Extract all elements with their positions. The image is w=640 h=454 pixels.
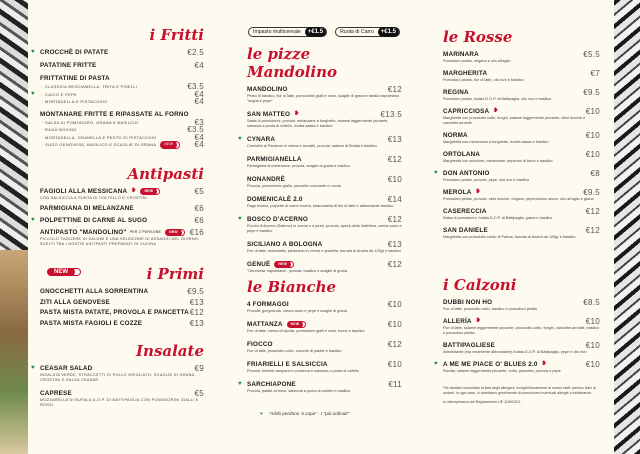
menu-item — [31, 364, 204, 383]
section-title: le Bianche — [247, 278, 337, 296]
item-name: FIOCCO — [247, 341, 273, 348]
item-price: €14 — [387, 195, 402, 204]
sub-item-price: €3.5 — [187, 82, 204, 91]
chili-pepper-icon: ❥ — [131, 188, 137, 194]
menu-item — [247, 195, 402, 209]
heart-icon: ♥ — [31, 365, 35, 371]
item-row — [247, 110, 402, 119]
item-name: ORTOLANA — [443, 151, 481, 158]
item-description: Pomodoro pelato, origano e olio all'aglio — [443, 59, 511, 63]
item-name: POLPETTINE DI CARNE AL SUGO — [40, 217, 148, 224]
item-description: Salsa di pomodorini, provola, melanzane a funghetto, salame leggermente piccante, salsiccia a punta di coltello, ricotta salata e basilico — [247, 119, 389, 128]
item-description: Provola, gorgonzola, crema cacio e pepe e scaglie di grana — [247, 309, 347, 313]
item-description: Pesto di basilico, fior di latte, pomodorini gialli e rossi, scaglie di grana e tarallo napoletano "sugna e pepe" — [247, 94, 399, 103]
sub-item-price: €4 — [194, 132, 204, 142]
item-price: €10 — [585, 131, 600, 140]
item-name: CASERECCIA — [443, 208, 487, 215]
new-badge: NEW — [160, 141, 177, 149]
item-row — [247, 155, 402, 164]
menu-item — [247, 340, 402, 354]
item-name: BOSCO D'ACERNO — [247, 216, 308, 223]
menu-item — [443, 298, 600, 312]
new-badge: NEW — [140, 188, 157, 195]
item-price: €8 — [590, 169, 600, 178]
item-row — [40, 48, 204, 57]
sub-item-price: €4 — [194, 140, 204, 149]
menu-item — [443, 226, 600, 240]
item-row — [247, 320, 402, 329]
item-name: MONTANARE FRITTE E RIPASSATE AL FORNO — [40, 110, 189, 118]
sub-item — [40, 134, 204, 142]
menu-item — [40, 298, 204, 307]
menu-item — [247, 110, 402, 129]
item-price: €5 — [194, 389, 204, 398]
item-price: €10 — [585, 317, 600, 326]
item-row — [247, 240, 402, 249]
menu-item — [443, 107, 600, 126]
item-row — [40, 319, 204, 328]
item-name: REGINA — [443, 89, 469, 96]
item-name: PATATINE FRITTE — [40, 62, 97, 69]
section-bianche — [238, 278, 402, 400]
item-price: €10 — [387, 360, 402, 369]
item-note: PER 2 PERSONE — [129, 230, 162, 234]
item-name: CROCCHÈ DI PATATE — [40, 49, 109, 56]
heart-icon: ♥ — [238, 216, 242, 222]
item-price: €10 — [585, 107, 600, 116]
section-insalate — [31, 342, 204, 414]
item-price: €13 — [189, 318, 204, 328]
sub-item-price: €4 — [194, 97, 204, 106]
item-price: €12 — [387, 85, 402, 94]
menu-item — [247, 240, 402, 254]
item-row — [247, 135, 402, 144]
item-description: Pomodoro pelato, bufala D.O.P. di Battipaglia, olio evo e basilico — [443, 97, 552, 101]
item-description: Margherita con prosciutto crudo di Parma, burrata di Andria da 125gr e basilico — [443, 235, 576, 239]
item-name: DOMENICALÈ 2.0 — [247, 196, 303, 203]
sub-item-price: €4 — [194, 89, 204, 99]
item-row — [40, 389, 204, 398]
item-row — [40, 287, 204, 296]
item-row — [247, 175, 402, 184]
item-row — [247, 360, 402, 369]
item-price: €2.5 — [187, 48, 204, 57]
item-name: MANDOLINO — [247, 86, 288, 93]
extra-label: Impasto multicereale — [253, 29, 301, 35]
item-price: €10 — [585, 150, 600, 159]
sub-item — [40, 83, 204, 91]
item-price: €13 — [189, 297, 204, 307]
item-price: €9 — [194, 364, 204, 373]
sub-item — [40, 98, 204, 106]
item-price: €12 — [387, 215, 402, 224]
sub-item — [40, 119, 204, 127]
item-name: MEROLA — [443, 189, 472, 196]
menu-item — [40, 110, 204, 149]
section-title: Antipasti — [127, 165, 204, 183]
sub-item-name: · MORTADELLA E PISTACCHIO — [42, 99, 108, 104]
menu-item — [247, 300, 402, 314]
item-name: DUBBI NON HO — [443, 299, 493, 306]
item-price: €10 — [585, 341, 600, 350]
chili-pepper-icon: ❥ — [475, 189, 481, 195]
section-title: i Primi — [146, 265, 204, 283]
allergen-notes — [443, 386, 603, 405]
item-name: PARMIGIANELLA — [247, 156, 302, 163]
item-row — [247, 260, 402, 269]
sub-item — [31, 89, 204, 99]
item-description: INSALATA VERDE, STRACCETTI DI POLLO GRIGLIATO, SCAGLIE DI GRANA, CROSTINI E SALSA CEASAR — [40, 373, 196, 382]
item-name: CAPRESE — [40, 390, 72, 397]
section-title: le Rosse — [443, 28, 513, 46]
sub-item-name: · SUGO GENOVESE, BASILICO E SCAGLIE DI GRANA — [42, 142, 157, 147]
item-name: FRIARIELLI E SALSICCIA — [247, 361, 328, 368]
item-price: €10 — [387, 320, 402, 329]
item-row — [40, 204, 204, 213]
decorative-left-strip — [0, 0, 28, 454]
item-price: €5 — [194, 187, 204, 196]
item-description: Porcini di Acerno (Salerno) in crema e a pezzi, provola, speck della Valtellina, crema cacio e pepe e basilico — [247, 224, 402, 233]
heart-icon: ♥ — [434, 170, 438, 176]
new-badge: NEW — [287, 321, 304, 328]
item-price: €6 — [194, 216, 204, 225]
item-description: Margherita con prosciutto cotto, funghi, salame leggermente piccante, olive leccine e carciofini arrostiti — [443, 116, 586, 125]
item-description: Fior di latte, mortadella, pistacchio in crema e granella, burrata di Andria da 125gr e basilico — [247, 249, 401, 253]
item-name: CAPRICCIOSA — [443, 108, 490, 115]
heart-icon: ♥ — [238, 381, 242, 387]
item-price: €13 — [387, 135, 402, 144]
heart-icon: ♥ — [31, 49, 35, 55]
item-description: PICCOLO TAGLIERE DI SALUMI E UNA SELEZIONE DI ASSAGGI DEL GIORNO, SCELTI TRA I NOSTRI ANTIPASTI PREPARATI IN CUCINA — [40, 237, 200, 246]
section-pizze — [238, 45, 402, 280]
item-name: CEASAR SALAD — [40, 365, 93, 372]
menu-item — [40, 228, 204, 247]
extra-price: +€1.5 — [305, 27, 326, 37]
item-name: 4 FORMAGGI — [247, 301, 289, 308]
item-price: €12 — [585, 207, 600, 216]
item-price: €9.5 — [187, 287, 204, 296]
item-row — [247, 300, 402, 309]
dough-extras — [248, 27, 400, 37]
item-name: SICILIANO A BOLOGNA — [247, 241, 323, 248]
menu-item — [40, 308, 204, 317]
item-price: €10 — [387, 175, 402, 184]
item-description: Provola, patate al forno, salsiccia a punta di coltello e basilico — [247, 389, 351, 393]
item-name: SAN MATTEO — [247, 111, 291, 118]
item-row — [40, 308, 204, 317]
item-description: CON SALSICCIA A PUNTA DI COLTELLO E CROSTINI — [40, 196, 148, 200]
item-description: Margherita con melanzane a funghetto, ricotta salata e basilico — [443, 140, 549, 144]
item-name: ZITI ALLA GENOVESE — [40, 298, 110, 306]
heart-icon: ♥ — [434, 361, 438, 367]
new-badge: NEW — [274, 261, 291, 268]
sub-item-name: · MORTADELLA, GRANELLA E PESTO DI PISTACCHIO — [42, 134, 157, 140]
menu-item — [40, 204, 204, 213]
item-row — [247, 380, 402, 389]
item-price: €10 — [585, 360, 600, 369]
item-row — [247, 215, 402, 224]
item-row — [247, 85, 402, 94]
item-price: €12 — [387, 260, 402, 269]
menu-item — [40, 389, 204, 408]
new-badge: NEW — [165, 229, 182, 236]
item-row — [40, 187, 204, 196]
allergen-note: *Se desideri consultare la lista degli allergeni, rivolgiti liberamente al nostro staff, saremo felici di aiutarti. In ogni caso, vi chiediamo gentilmente di comunicarci eventuali allergie o intolleranze. — [443, 386, 596, 395]
sub-item — [40, 141, 204, 149]
item-price: €9.5 — [583, 188, 600, 197]
chili-pepper-icon: ❥ — [475, 318, 481, 324]
item-name: GENUÈ — [247, 261, 271, 268]
item-price: €7 — [590, 69, 600, 78]
item-row — [443, 188, 600, 197]
menu-item — [238, 215, 402, 234]
item-name: MARGHERITA — [443, 70, 488, 77]
menu-item — [31, 216, 204, 225]
item-description: Ricotta, salame leggermente piccante, cotto, pancetta, provola e pepe — [443, 369, 561, 373]
extra-price: +€1.5 — [378, 27, 399, 37]
item-description: Salsa di pomodorini, bufala D.O.P. di Battipaglia, grana e basilico — [443, 216, 553, 220]
menu-item — [40, 61, 204, 70]
item-row — [443, 207, 600, 216]
item-description: "Genovese napoletana", provola, basilico e scaglie di grana — [247, 269, 348, 273]
section-title: i Fritti — [149, 26, 204, 44]
item-name: MARINARA — [443, 51, 479, 58]
chili-pepper-icon: ❥ — [294, 111, 300, 117]
menu-item — [40, 287, 204, 296]
menu-item — [434, 360, 600, 374]
section-primi — [40, 265, 204, 329]
menu-item — [247, 320, 402, 334]
menu-item — [247, 360, 402, 374]
item-row — [40, 216, 204, 225]
item-name: CYNARA — [247, 136, 276, 143]
menu-item — [443, 188, 600, 202]
item-name: NORMA — [443, 132, 468, 139]
menu-item — [247, 175, 402, 189]
sub-item — [40, 126, 204, 134]
section-title: le pizze Mandolino — [247, 45, 338, 81]
item-row — [443, 88, 600, 97]
item-description: Provola, pomodorino giallo, pancetta croccante e rucola — [247, 184, 341, 188]
item-name: ALLERÍA — [443, 318, 472, 325]
menu-item — [247, 155, 402, 169]
menu-item — [40, 187, 204, 201]
item-description: Fior di latte, prosciutto cotto, basilico e pomodoro pelato — [443, 307, 538, 311]
heart-icon: ♥ — [31, 217, 35, 223]
chili-pepper-icon: ❥ — [541, 361, 547, 367]
item-row — [443, 69, 600, 78]
item-name: BATTIPAGLIESE — [443, 342, 496, 349]
heart-icon: ♥ — [31, 90, 35, 97]
menu-item — [247, 85, 402, 104]
section-title: Insalate — [136, 342, 204, 360]
footnote-text: "Addò perdono 'a capa" - I "più ordinati" — [268, 411, 350, 416]
item-row — [40, 228, 204, 237]
item-description: MOZZARELLA DI BUFALA D.O.P. DI BATTIPAGLIA CON POMODORINI GIALLI E ROSSI — [40, 398, 199, 407]
item-row — [247, 340, 402, 349]
menu-item — [31, 48, 204, 57]
menu-item — [443, 88, 600, 102]
sub-item-price: €3.5 — [187, 125, 204, 134]
menu-item — [247, 260, 402, 274]
extra-multicereale — [248, 27, 327, 37]
item-description: Fior di latte, prosciutto cotto, crocchè di patate e basilico — [247, 349, 342, 353]
item-name: PASTA MISTA PATATE, PROVOLA E PANCETTA — [40, 309, 189, 316]
item-description: Ragù bovino, polpette di carne bovina, stracciatella di fior di latte e abbondante basilico — [247, 204, 394, 208]
sub-item-name: · CACIO E PEPE — [42, 91, 77, 97]
item-row — [443, 107, 600, 116]
item-description: Fior di latte, salame leggermente piccante, prosciutto cotto, funghi, carciofini arrostiti, basilico e pomodoro pelato — [443, 326, 600, 335]
item-name: NONANDRÈ — [247, 176, 285, 183]
item-name: DON ANTONIO — [443, 170, 490, 177]
favorites-footnote — [260, 411, 349, 416]
menu-item — [40, 319, 204, 328]
section-calzoni — [434, 276, 600, 379]
extra-label: Ruota di Carro — [340, 29, 374, 35]
food-photo — [0, 250, 28, 454]
item-row — [40, 110, 204, 119]
item-price: €12 — [387, 340, 402, 349]
item-price: €13 — [387, 240, 402, 249]
item-row — [443, 131, 600, 140]
menu-item — [443, 131, 600, 145]
item-row — [443, 226, 600, 235]
regulation-note: In ottemperanza del Regolamento UE 1169/2011. — [443, 400, 522, 404]
item-name: A ME ME PIACE O' BLUES 2.0 — [443, 361, 538, 368]
item-description: Carciofini di Paestum in crema e arrostiti, provola, salame di Bufala e basilico — [247, 144, 377, 148]
item-name: MATTANZA — [247, 321, 283, 328]
section-fritti — [31, 26, 204, 153]
item-name: FAGIOLI ALLA MESSICANA — [40, 188, 128, 195]
item-description: Pomodoro pelato, provola, pepe, olio evo e basilico — [443, 178, 530, 182]
item-description: Provola, friarielli campani in conserva e salsiccia a punta di coltello — [247, 369, 360, 373]
item-row — [443, 169, 600, 178]
item-price: €6 — [194, 204, 204, 213]
item-price: €12 — [189, 308, 204, 317]
item-row — [40, 74, 204, 83]
item-price: €13.5 — [380, 110, 402, 119]
menu-item — [238, 135, 402, 149]
item-price: €5.5 — [583, 50, 600, 59]
item-description: Margherita con zucchine, melanzane, peperoni al forno e basilico — [443, 159, 553, 163]
sub-item-name: · RAGÙ BOVINO — [42, 127, 77, 132]
section-title: i Calzoni — [443, 276, 517, 294]
menu-item — [434, 169, 600, 183]
item-row — [443, 298, 600, 307]
extra-ruota-di-carro — [335, 27, 400, 37]
item-price: €16 — [189, 228, 204, 237]
menu-item — [443, 150, 600, 164]
item-row — [40, 61, 204, 70]
menu-item — [443, 317, 600, 336]
menu-item — [443, 69, 600, 83]
item-price: €12 — [585, 226, 600, 235]
item-price: €9.5 — [583, 88, 600, 97]
decorative-right-strip — [614, 0, 640, 454]
item-price: €8.5 — [583, 298, 600, 307]
item-description: Abbondante (ma veramente abbondante) bufala D.O.P. di Battipaglia, pepe e olio evo — [443, 350, 587, 354]
item-name: SAN DANIELE — [443, 227, 488, 234]
item-row — [443, 317, 600, 326]
item-price: €12 — [387, 155, 402, 164]
item-name: FRITTATINE DI PASTA — [40, 75, 110, 82]
item-name: ANTIPASTO "MANDOLINO" — [40, 229, 127, 236]
menu-item — [443, 207, 600, 221]
item-row — [443, 150, 600, 159]
item-description: Pomodoro pelato, fior di latte, olio evo e basilico — [443, 78, 524, 82]
section-antipasti — [31, 165, 204, 250]
item-price: €10 — [387, 300, 402, 309]
item-description: Parmigiana di melanzane, provola, scaglie di grana e basilico — [247, 164, 350, 168]
sub-item-name: · CLASSICA BESCIAMELLA, TRITA E PISELLI — [42, 84, 138, 89]
item-row — [40, 364, 204, 373]
menu-item — [443, 50, 600, 64]
chili-pepper-icon: ❥ — [493, 108, 499, 114]
item-row — [443, 360, 600, 369]
section-rosse — [434, 28, 600, 245]
item-row — [247, 195, 402, 204]
item-price: €4 — [194, 61, 204, 70]
sub-item-name: · SALSA DI POMODORO, GRANA E BASILICO — [42, 119, 139, 125]
menu-item — [238, 380, 402, 394]
heart-icon: ♥ — [238, 136, 242, 142]
item-name: GNOCCHETTI ALLA SORRENTINA — [40, 288, 149, 295]
item-row — [443, 50, 600, 59]
item-description: Pomodoro pelato, provola, olive leccine, origano, peperoncino secco, olio all'aglio e grana — [443, 197, 594, 201]
sub-item-price: €3 — [194, 117, 204, 127]
menu-item — [443, 341, 600, 355]
item-name: PARMIGIANA DI MELANZANE — [40, 205, 134, 212]
new-badge: NEW — [47, 268, 75, 276]
heart-icon: ♥ — [260, 411, 263, 416]
menu-item — [31, 74, 204, 106]
item-row — [40, 298, 204, 307]
item-name: SARCHIAPONE — [247, 381, 296, 388]
item-price: €11 — [388, 380, 402, 389]
item-description: Fior di latte, crema di cipolla, pomodorini gialli e rossi, tonno e basilico — [247, 329, 365, 333]
item-row — [443, 341, 600, 350]
item-name: PASTA MISTA FAGIOLI E COZZE — [40, 319, 143, 327]
